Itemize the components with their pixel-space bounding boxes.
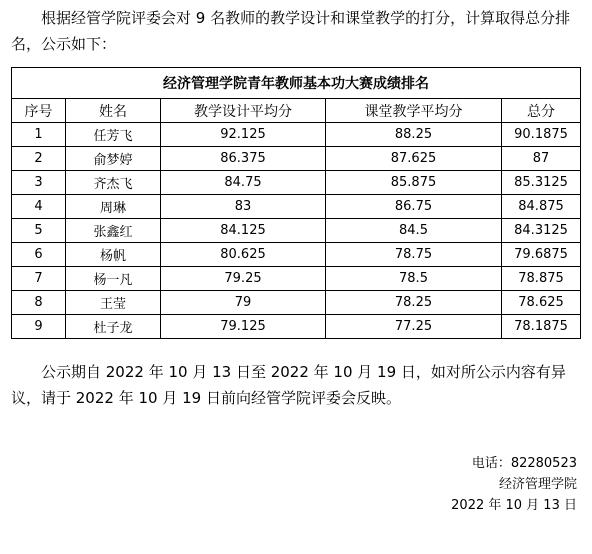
cell-class-score: 85.875 — [326, 171, 502, 195]
notice-date: 2022 年 10 月 13 日 — [451, 498, 577, 513]
cell-total: 87 — [502, 147, 581, 171]
cell-name: 杜子龙 — [66, 315, 161, 339]
cell-total: 84.3125 — [502, 219, 581, 243]
cell-index: 9 — [12, 315, 66, 339]
cell-design-score: 84.75 — [161, 171, 326, 195]
cell-class-score: 86.75 — [326, 195, 502, 219]
cell-total: 78.1875 — [502, 315, 581, 339]
table-row — [12, 171, 581, 195]
cell-design-score: 79.125 — [161, 315, 326, 339]
table-row — [12, 267, 581, 291]
cell-design-score: 84.125 — [161, 219, 326, 243]
cell-name: 任芳飞 — [66, 123, 161, 147]
cell-total: 78.875 — [502, 267, 581, 291]
header-total: 总分 — [502, 99, 581, 123]
table-title-row — [12, 68, 581, 99]
cell-total: 84.875 — [502, 195, 581, 219]
header-name: 姓名 — [66, 99, 161, 123]
table-row — [12, 123, 581, 147]
cell-index: 5 — [12, 219, 66, 243]
cell-class-score: 78.25 — [326, 291, 502, 315]
cell-name: 张鑫红 — [66, 219, 161, 243]
table-header-row — [12, 99, 581, 123]
cell-index: 6 — [12, 243, 66, 267]
table-title: 经济管理学院青年教师基本功大赛成绩排名 — [12, 68, 581, 99]
intro-text: 根据经管学院评委会对 9 名教师的教学设计和课堂教学的打分，计算取得总分排名，公示如下： — [11, 9, 571, 53]
cell-total: 79.6875 — [502, 243, 581, 267]
cell-design-score: 92.125 — [161, 123, 326, 147]
table-row — [12, 195, 581, 219]
contact-phone: 电话：82280523 — [471, 456, 577, 471]
organization-name: 经济管理学院 — [498, 477, 577, 492]
cell-class-score: 88.25 — [326, 123, 502, 147]
cell-index: 8 — [12, 291, 66, 315]
cell-index: 4 — [12, 195, 66, 219]
notice-paragraph — [11, 359, 583, 411]
table-row — [12, 219, 581, 243]
cell-name: 俞梦婷 — [66, 147, 161, 171]
table-row — [12, 291, 581, 315]
cell-index: 7 — [12, 267, 66, 291]
cell-index: 2 — [12, 147, 66, 171]
cell-design-score: 86.375 — [161, 147, 326, 171]
cell-class-score: 87.625 — [326, 147, 502, 171]
cell-class-score: 84.5 — [326, 219, 502, 243]
cell-class-score: 78.75 — [326, 243, 502, 267]
table-row — [12, 147, 581, 171]
cell-name: 杨帆 — [66, 243, 161, 267]
header-design-score: 教学设计平均分 — [161, 99, 326, 123]
cell-index: 3 — [12, 171, 66, 195]
cell-design-score: 80.625 — [161, 243, 326, 267]
table-row — [12, 315, 581, 339]
header-index: 序号 — [12, 99, 66, 123]
cell-design-score: 79.25 — [161, 267, 326, 291]
cell-name: 杨一凡 — [66, 267, 161, 291]
cell-class-score: 77.25 — [326, 315, 502, 339]
notice-text: 公示期自 2022 年 10 月 13 日至 2022 年 10 月 19 日，如对所公示内容有异议，请于 2022 年 10 月 19 日前向经管学院评委会反映。 — [11, 363, 566, 407]
cell-design-score: 83 — [161, 195, 326, 219]
cell-name: 齐杰飞 — [66, 171, 161, 195]
cell-name: 王莹 — [66, 291, 161, 315]
cell-total: 78.625 — [502, 291, 581, 315]
score-ranking-table — [11, 67, 581, 339]
cell-class-score: 78.5 — [326, 267, 502, 291]
intro-paragraph — [11, 5, 583, 57]
table-row — [12, 243, 581, 267]
cell-total: 90.1875 — [502, 123, 581, 147]
cell-name: 周琳 — [66, 195, 161, 219]
cell-design-score: 79 — [161, 291, 326, 315]
table-body — [12, 123, 581, 339]
cell-index: 1 — [12, 123, 66, 147]
cell-total: 85.3125 — [502, 171, 581, 195]
header-class-score: 课堂教学平均分 — [326, 99, 502, 123]
